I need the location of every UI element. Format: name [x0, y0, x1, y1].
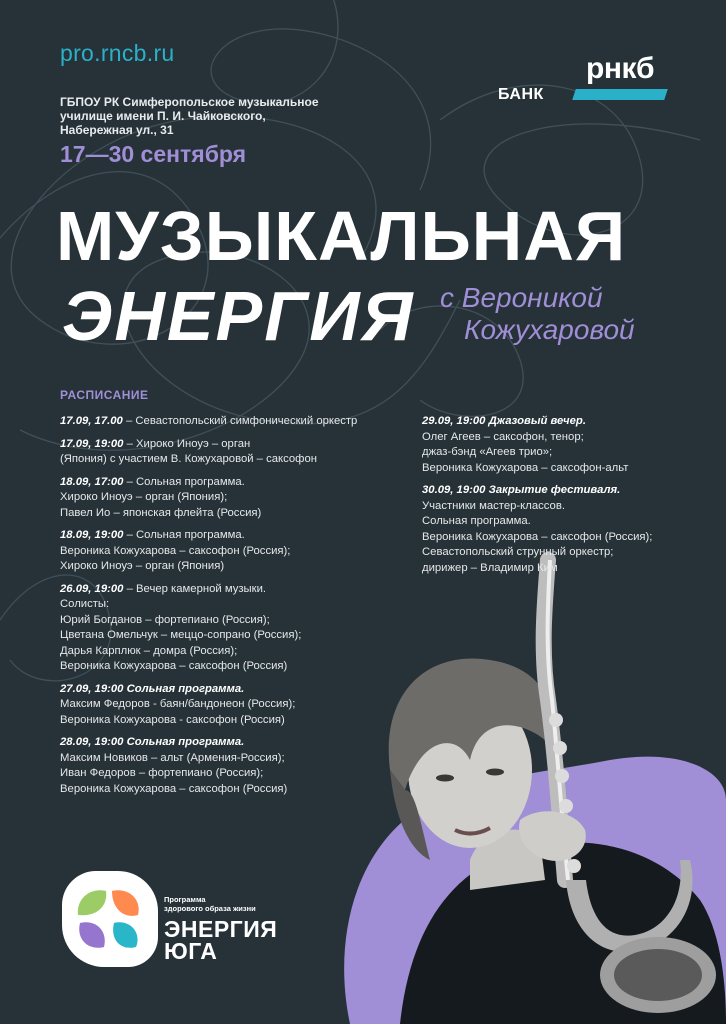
schedule-entry	[60, 735, 400, 797]
schedule-entry	[60, 414, 400, 430]
entry-text: Вероника Кожухарова – саксофон (Россия);	[422, 530, 653, 543]
entry-text: – Вечер камерной музыки.	[126, 582, 267, 595]
entry-date: 29.09, 19:00 Джазовый вечер.	[422, 415, 586, 427]
entry-text: – Сольная программа.	[126, 529, 245, 541]
schedule-heading: РАСПИСАНИЕ	[60, 388, 149, 402]
schedule-entry	[422, 483, 722, 576]
energy-yuga-brand	[164, 918, 277, 962]
entry-text: джаз-бэнд «Агеев трио»;	[422, 446, 553, 458]
subtitle-line-1: с Вероникой	[440, 282, 603, 313]
entry-text: дирижер – Владимир Ким	[422, 561, 558, 574]
entry-text: Вероника Кожухарова – саксофон (Россия);	[60, 544, 291, 557]
schedule-entry	[60, 475, 400, 522]
entry-text: Юрий Богданов – фортепиано (Россия);	[60, 613, 270, 626]
festival-dates: 17—30 сентября	[60, 141, 247, 167]
subtitle-line-2: Кожухаровой	[464, 314, 635, 345]
venue-line: Набережная ул., 31	[60, 123, 174, 137]
entry-date: 28.09, 19:00 Сольная программа.	[60, 736, 245, 748]
entry-text: – Хироко Иноуэ – орган	[126, 437, 251, 450]
schedule-entry	[60, 437, 400, 468]
bank-label: БАНК	[498, 86, 544, 103]
entry-text: – Сольная программа.	[126, 475, 245, 488]
program-line: Программа	[164, 895, 206, 904]
entry-text: – Севастопольский симфонический оркестр	[125, 415, 358, 427]
brand-line: ЮГА	[164, 938, 218, 964]
entry-date: 17.09, 17.00	[60, 415, 123, 427]
entry-date: 17.09, 19:00	[60, 437, 124, 450]
entry-date: 27.09, 19:00 Сольная программа.	[60, 682, 245, 695]
schedule-entry	[60, 682, 400, 729]
entry-text: Дарья Карплюк – домра (Россия);	[60, 644, 238, 657]
program-line: здорового образа жизни	[164, 904, 256, 913]
brand-line: ЭНЕРГИЯ	[164, 916, 278, 942]
schedule-entry	[60, 528, 400, 575]
entry-text: Максим Федоров - баян/бандонеон (Россия);	[60, 698, 296, 710]
entry-text: Вероника Кожухарова – саксофон-альт	[422, 461, 629, 474]
entry-text: Вероника Кожухарова - саксофон (Россия)	[60, 713, 285, 726]
entry-text: Иван Федоров – фортепиано (Россия);	[60, 767, 264, 779]
entry-text: Севастопольский струнный оркестр;	[422, 546, 614, 558]
entry-text: (Япония) с участием В. Кожухаровой – саксофон	[60, 453, 317, 465]
title-line-1: МУЗЫКАЛЬНАЯ	[56, 197, 627, 275]
venue-address	[60, 95, 350, 137]
entry-text: Павел Ио – японская флейта (Россия)	[60, 506, 262, 519]
entry-text: Солисты:	[60, 598, 110, 610]
schedule-entry	[422, 414, 722, 476]
schedule-left-column	[60, 414, 400, 804]
entry-text: Хироко Иноуэ – орган (Япония)	[60, 560, 225, 572]
entry-date: 18.09, 17:00	[60, 475, 124, 488]
energy-yuga-logo	[62, 871, 158, 967]
rnkb-logo-bar	[572, 89, 668, 100]
entry-text: Вероника Кожухарова – саксофон (Россия)	[60, 782, 288, 795]
entry-text: Вероника Кожухарова – саксофон (Россия)	[60, 660, 288, 672]
website-url[interactable]: pro.rncb.ru	[60, 40, 175, 66]
entry-text: Сольная программа.	[422, 515, 531, 527]
entry-text: Хироко Иноуэ – орган (Япония);	[60, 491, 228, 503]
entry-text: Максим Новиков – альт (Армения-Россия);	[60, 751, 285, 764]
entry-date: 26.09, 19:00	[60, 582, 124, 595]
title-line-2: ЭНЕРГИЯ	[62, 277, 415, 355]
rnkb-logo: рнкб	[586, 52, 654, 85]
entry-date: 18.09, 19:00	[60, 529, 124, 541]
entry-text: Олег Агеев – саксофон, тенор;	[422, 430, 584, 443]
schedule-right-column	[422, 414, 722, 583]
leaf-icons	[62, 871, 158, 967]
venue-line: ГБПОУ РК Симферопольское музыкальное	[60, 95, 319, 109]
entry-date: 30.09, 19:00 Закрытие фестиваля.	[422, 484, 621, 496]
entry-text: Цветана Омельчук – меццо-сопрано (Россия);	[60, 629, 302, 641]
entry-text: Участники мастер-классов.	[422, 499, 565, 512]
venue-line: училище имени П. И. Чайковского,	[60, 109, 266, 123]
program-caption	[164, 895, 256, 913]
schedule-entry	[60, 582, 400, 675]
